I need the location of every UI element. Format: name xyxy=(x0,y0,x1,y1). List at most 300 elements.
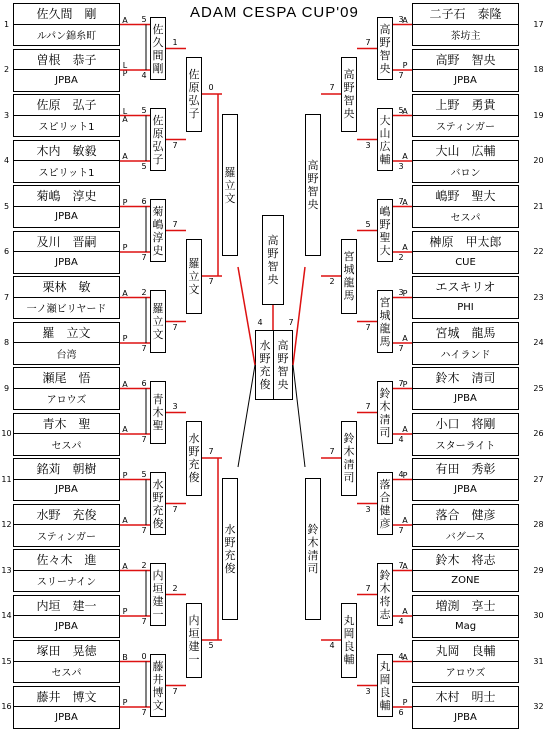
player-club: 一ノ瀬ビリヤード xyxy=(26,304,107,316)
name-char: 清 xyxy=(343,458,355,471)
seed-number: 32 xyxy=(533,702,544,711)
score: 7 xyxy=(172,686,178,696)
score: 2 xyxy=(141,560,147,570)
seed-number: 23 xyxy=(533,292,544,302)
seed-number: 10 xyxy=(1,429,12,438)
name-char: 弘 xyxy=(188,94,200,107)
name-char: 龍 xyxy=(343,276,355,289)
score: 7 xyxy=(141,253,147,262)
name-char: 清 xyxy=(379,412,391,426)
seed-number: 12 xyxy=(1,520,12,529)
score: 7 xyxy=(172,140,178,150)
score: 7 xyxy=(365,401,371,411)
name-char: 原 xyxy=(152,126,164,140)
name-char: 央 xyxy=(379,61,391,75)
name-char: 一 xyxy=(188,653,200,666)
name-char: 鈴 xyxy=(343,432,355,445)
player-rank: A xyxy=(402,197,408,207)
bracket-line xyxy=(238,267,255,365)
name-char: 良 xyxy=(379,685,391,699)
name-char: 淳 xyxy=(152,230,164,244)
name-char: 立 xyxy=(224,178,236,192)
player-name: 及川 晋嗣 xyxy=(14,232,119,253)
player-name: 上野 勇貴 xyxy=(413,95,518,116)
score: 7 xyxy=(365,37,371,47)
name-char: 充 xyxy=(259,365,271,378)
name-char: 文 xyxy=(224,191,236,205)
name-char: 野 xyxy=(343,81,355,94)
seed-number: 25 xyxy=(533,383,544,393)
name-char: 水 xyxy=(152,477,164,491)
name-char: 野 xyxy=(259,352,271,365)
name-char: 央 xyxy=(307,198,319,211)
player-club: スリーナイン xyxy=(36,577,97,589)
name-char: 一 xyxy=(152,607,164,621)
name-char: 智 xyxy=(343,94,355,107)
seed-number: 13 xyxy=(1,565,12,575)
name-char: 城 xyxy=(379,308,391,322)
name-char: 智 xyxy=(379,48,391,62)
player-rank: P xyxy=(122,197,128,207)
seed-number: 27 xyxy=(533,474,544,484)
name-char: 大 xyxy=(379,113,391,127)
seed-number: 3 xyxy=(3,110,10,120)
name-char: 清 xyxy=(307,549,319,562)
score: 7 xyxy=(141,708,147,717)
name-char: 内 xyxy=(152,568,164,582)
score: 7 xyxy=(365,583,371,593)
player-club: JPBA xyxy=(55,620,78,632)
player-name: 木村 明士 xyxy=(413,687,518,708)
player-name: 銘苅 朝樹 xyxy=(14,459,119,480)
seed-number: 5 xyxy=(3,201,10,211)
score: 5 xyxy=(141,14,147,24)
player-rank: A xyxy=(122,516,128,525)
player-club: JPBA xyxy=(454,484,477,496)
score: 3 xyxy=(365,504,371,514)
name-char: 央 xyxy=(277,378,289,391)
name-char: 子 xyxy=(152,152,164,166)
seed-number: 31 xyxy=(533,656,544,666)
player-club: アロウズ xyxy=(445,668,486,680)
name-char: 内 xyxy=(188,614,200,627)
player-club: PHI xyxy=(457,302,474,314)
player-name: 木内 敏毅 xyxy=(14,141,119,162)
name-char: 立 xyxy=(152,315,164,328)
player-club: バロン xyxy=(450,167,481,179)
score: 4 xyxy=(398,617,404,626)
name-char: 丸 xyxy=(379,659,391,673)
name-char: 俊 xyxy=(224,562,236,575)
player-club: JPBA xyxy=(454,74,477,86)
player-name: 榊原 甲太郎 xyxy=(413,232,518,253)
player-rank: P xyxy=(402,698,408,707)
bracket-line xyxy=(238,365,255,467)
score: 7 xyxy=(172,504,178,514)
name-char: 剛 xyxy=(152,61,164,75)
player-club: スピリット1 xyxy=(38,122,95,134)
player-rank: L A xyxy=(122,106,128,124)
seed-number: 16 xyxy=(1,702,12,711)
name-char: 青 xyxy=(152,393,164,406)
score: 7 xyxy=(398,526,404,535)
name-char: 司 xyxy=(307,562,319,575)
player-rank: A xyxy=(402,15,408,25)
player-rank: P xyxy=(122,334,128,343)
player-club: JPBA xyxy=(55,74,78,86)
name-char: 輔 xyxy=(343,653,355,666)
score: 2 xyxy=(141,287,147,297)
player-name: 有田 秀彰 xyxy=(413,459,518,480)
name-char: 史 xyxy=(152,243,164,257)
name-char: 合 xyxy=(379,490,391,504)
seed-number: 7 xyxy=(3,292,10,302)
name-char: 充 xyxy=(152,503,164,517)
score: 3 xyxy=(398,162,404,171)
name-char: 岡 xyxy=(343,627,355,640)
name-char: 水 xyxy=(188,432,200,445)
player-rank: P xyxy=(122,607,128,616)
score: 4 xyxy=(329,641,335,650)
player-rank: A xyxy=(122,288,128,298)
player-club: アロウズ xyxy=(46,395,87,407)
seed-number: 18 xyxy=(533,65,544,74)
name-char: 宮 xyxy=(379,295,391,309)
score: 5 xyxy=(141,105,147,115)
name-char: 高 xyxy=(343,68,355,81)
player-name: 佐々木 進 xyxy=(14,550,119,571)
player-name: 青木 聖 xyxy=(14,414,119,435)
name-char: 宮 xyxy=(343,250,355,263)
name-char: 佐 xyxy=(152,113,164,127)
player-rank: A xyxy=(402,607,408,616)
name-char: 聖 xyxy=(379,230,391,244)
name-char: 水 xyxy=(259,339,271,352)
name-char: 智 xyxy=(307,185,319,198)
score: 6 xyxy=(141,378,147,388)
score: 7 xyxy=(208,447,214,456)
score: 3 xyxy=(172,401,178,411)
player-name: 鈴木 将志 xyxy=(413,550,518,571)
name-char: 鈴 xyxy=(307,523,319,536)
name-char: 羅 xyxy=(188,256,200,270)
name-char: 野 xyxy=(277,352,289,365)
score: 7 xyxy=(398,378,404,388)
score: 5 xyxy=(141,162,147,171)
name-char: 文 xyxy=(152,328,164,341)
name-char: 高 xyxy=(379,22,391,36)
player-club: セスパ xyxy=(51,668,82,680)
player-club: JPBA xyxy=(55,256,78,268)
name-char: 羅 xyxy=(152,302,164,315)
name-char: 羅 xyxy=(224,165,236,179)
player-name: 宮城 龍馬 xyxy=(413,323,518,344)
score: 7 xyxy=(329,447,335,456)
player-rank: P xyxy=(122,470,128,480)
seed-number: 20 xyxy=(533,156,544,165)
name-char: 建 xyxy=(188,640,200,653)
name-char: 高 xyxy=(307,159,319,172)
player-rank: A xyxy=(122,561,128,571)
score: 3 xyxy=(398,287,404,297)
name-char: 文 xyxy=(152,698,164,712)
name-char: 垣 xyxy=(188,627,200,640)
score: 6 xyxy=(398,708,404,717)
player-rank: A xyxy=(402,334,408,343)
score: 0 xyxy=(141,651,147,661)
player-rank: P xyxy=(402,470,408,480)
name-char: 木 xyxy=(343,445,355,458)
score: 4 xyxy=(257,318,263,327)
player-club: ルパン錦糸町 xyxy=(36,31,97,43)
name-char: 彦 xyxy=(379,516,391,530)
name-char: 久 xyxy=(152,35,164,49)
name-char: 野 xyxy=(267,247,279,260)
seed-number: 17 xyxy=(533,19,544,29)
seed-number: 15 xyxy=(1,656,12,666)
score: 4 xyxy=(398,435,404,444)
name-char: 嶋 xyxy=(152,217,164,231)
player-name: 高野 智央 xyxy=(413,50,518,71)
name-char: 野 xyxy=(307,172,319,185)
score: 7 xyxy=(208,277,214,286)
seed-number: 1 xyxy=(3,19,10,29)
player-club: セスパ xyxy=(450,213,481,225)
name-char: 志 xyxy=(379,607,391,621)
name-char: 野 xyxy=(379,35,391,49)
player-rank: P xyxy=(122,698,128,707)
score: 7 xyxy=(141,344,147,353)
player-club: JPBA xyxy=(454,393,477,405)
name-char: 博 xyxy=(152,685,164,699)
score: 7 xyxy=(398,196,404,206)
score: 2 xyxy=(398,253,404,262)
player-name: 曽根 恭子 xyxy=(14,50,119,71)
player-club: 台湾 xyxy=(56,349,77,361)
name-char: 広 xyxy=(379,139,391,153)
name-char: 建 xyxy=(152,594,164,608)
name-char: 健 xyxy=(379,503,391,517)
score: 3 xyxy=(365,686,371,696)
player-name: 藤井 博文 xyxy=(14,687,119,708)
player-rank: A xyxy=(402,516,408,525)
seed-number: 11 xyxy=(1,474,12,484)
name-char: 良 xyxy=(343,640,355,653)
name-char: 嶋 xyxy=(379,204,391,218)
score: 5 xyxy=(398,105,404,115)
player-rank: A xyxy=(402,425,408,434)
name-char: 立 xyxy=(188,269,200,283)
seed-number: 29 xyxy=(533,565,544,575)
name-char: 木 xyxy=(379,399,391,413)
score: 7 xyxy=(365,322,371,332)
score: 7 xyxy=(172,322,178,332)
name-char: 岡 xyxy=(379,672,391,686)
player-name: 丸岡 良輔 xyxy=(413,641,518,662)
seed-number: 6 xyxy=(3,247,10,256)
player-rank: A xyxy=(402,106,408,116)
name-char: 馬 xyxy=(379,334,391,348)
player-club: スティンガー xyxy=(436,122,495,134)
player-rank: P xyxy=(402,288,408,298)
score: 4 xyxy=(141,71,147,80)
player-rank: A xyxy=(402,652,408,662)
player-club: スピリット1 xyxy=(38,167,95,179)
player-rank: A xyxy=(122,425,128,434)
player-name: 小口 将剛 xyxy=(413,414,518,435)
score: 4 xyxy=(398,469,404,479)
name-char: 鈴 xyxy=(379,386,391,400)
player-club: スティンガー xyxy=(37,531,96,543)
seed-number: 14 xyxy=(1,611,12,620)
name-char: 司 xyxy=(379,425,391,439)
name-char: 智 xyxy=(267,260,279,273)
name-char: 馬 xyxy=(343,289,355,302)
name-char: 文 xyxy=(188,282,200,296)
player-club: JPBA xyxy=(454,711,477,723)
name-char: 高 xyxy=(277,339,289,352)
name-char: 木 xyxy=(379,581,391,595)
score: 5 xyxy=(141,469,147,479)
name-char: 佐 xyxy=(152,22,164,36)
name-char: 野 xyxy=(224,536,236,549)
score: 6 xyxy=(141,196,147,206)
player-club: JPBA xyxy=(55,211,78,223)
score: 2 xyxy=(172,583,178,593)
seed-number: 19 xyxy=(533,110,544,120)
name-char: 高 xyxy=(267,234,279,247)
name-char: 垣 xyxy=(152,581,164,595)
name-char: 子 xyxy=(188,107,200,120)
score: 7 xyxy=(141,526,147,535)
player-club: CUE xyxy=(455,256,476,268)
player-club: 茶坊主 xyxy=(450,31,481,43)
player-club: ZONE xyxy=(451,575,480,587)
seed-number: 22 xyxy=(533,247,544,256)
seed-number: 9 xyxy=(3,383,10,393)
score: 2 xyxy=(329,277,335,286)
player-rank: A xyxy=(402,243,408,252)
player-club: セスパ xyxy=(51,440,82,452)
player-name: 嶋野 聖大 xyxy=(413,186,518,207)
name-char: 間 xyxy=(152,48,164,62)
name-char: 藤 xyxy=(152,659,164,673)
player-club: バグース xyxy=(445,531,486,543)
name-char: 井 xyxy=(152,672,164,686)
seed-number: 24 xyxy=(533,338,544,347)
score: 7 xyxy=(398,344,404,353)
player-rank: A xyxy=(402,152,408,161)
seed-number: 4 xyxy=(3,156,10,165)
name-char: 木 xyxy=(152,406,164,419)
score: 4 xyxy=(398,651,404,661)
player-name: 落合 健彦 xyxy=(413,505,518,526)
seed-number: 30 xyxy=(533,611,544,620)
name-char: 丸 xyxy=(343,614,355,627)
player-rank: L P xyxy=(122,61,128,78)
name-char: 菊 xyxy=(152,204,164,218)
score: 7 xyxy=(172,219,178,229)
name-char: 智 xyxy=(277,365,289,378)
player-name: 大山 広輔 xyxy=(413,141,518,162)
score: 7 xyxy=(141,617,147,626)
name-char: 司 xyxy=(343,471,355,484)
player-club: ハイランド xyxy=(440,349,491,361)
player-rank: P xyxy=(402,61,408,70)
player-name: 鈴木 清司 xyxy=(413,368,518,389)
name-char: 城 xyxy=(343,263,355,276)
player-rank: B xyxy=(122,652,128,662)
player-name: 水野 充俊 xyxy=(14,505,119,526)
name-char: 充 xyxy=(224,549,236,562)
player-name: 増渕 享士 xyxy=(413,596,518,617)
name-char: 弘 xyxy=(152,139,164,153)
player-rank: P xyxy=(122,243,128,252)
name-char: 将 xyxy=(379,594,391,608)
seed-number: 8 xyxy=(3,338,10,347)
score: 7 xyxy=(141,435,147,444)
name-char: 龍 xyxy=(379,321,391,335)
name-char: 水 xyxy=(224,523,236,536)
player-name: 菊嶋 淳史 xyxy=(14,186,119,207)
name-char: 原 xyxy=(188,81,200,94)
player-club: JPBA xyxy=(55,711,78,723)
player-rank: P xyxy=(402,379,408,389)
player-name: エスキリオ xyxy=(413,277,518,298)
score: 5 xyxy=(208,641,214,650)
player-club: スターライト xyxy=(435,440,496,452)
seed-number: 2 xyxy=(3,65,10,74)
seed-number: 21 xyxy=(533,201,544,211)
player-club: Mag xyxy=(454,620,477,632)
player-rank: A xyxy=(122,15,128,25)
name-char: 佐 xyxy=(188,68,200,81)
page-title: ADAM CESPA CUP'09 xyxy=(190,4,359,21)
player-rank: A xyxy=(122,379,128,389)
player-name: 瀬尾 悟 xyxy=(14,368,119,389)
player-name: 栗林 敏 xyxy=(14,277,119,298)
score: 7 xyxy=(329,83,335,92)
name-char: 落 xyxy=(379,477,391,491)
score: 0 xyxy=(208,83,214,92)
player-name: 塚田 晃徳 xyxy=(14,641,119,662)
player-name: 佐原 弘子 xyxy=(14,95,119,116)
name-char: 央 xyxy=(267,273,279,286)
score: 7 xyxy=(398,560,404,570)
name-char: 山 xyxy=(379,126,391,140)
name-char: 俊 xyxy=(188,471,200,484)
name-char: 野 xyxy=(188,445,200,458)
score: 7 xyxy=(288,318,294,327)
score: 1 xyxy=(172,37,178,47)
name-char: 俊 xyxy=(152,516,164,530)
name-char: 俊 xyxy=(259,378,271,391)
bracket-line xyxy=(293,267,305,365)
score: 5 xyxy=(365,219,371,229)
score: 3 xyxy=(365,140,371,150)
player-name: 羅 立文 xyxy=(14,323,119,344)
name-char: 大 xyxy=(379,243,391,257)
name-char: 野 xyxy=(152,490,164,504)
player-rank: A xyxy=(402,561,408,571)
bracket-line xyxy=(293,365,305,467)
name-char: 輔 xyxy=(379,698,391,712)
name-char: 央 xyxy=(343,107,355,120)
seed-number: 28 xyxy=(533,520,544,529)
name-char: 木 xyxy=(307,536,319,549)
name-char: 野 xyxy=(379,217,391,231)
player-name: 二子石 泰隆 xyxy=(413,4,518,25)
